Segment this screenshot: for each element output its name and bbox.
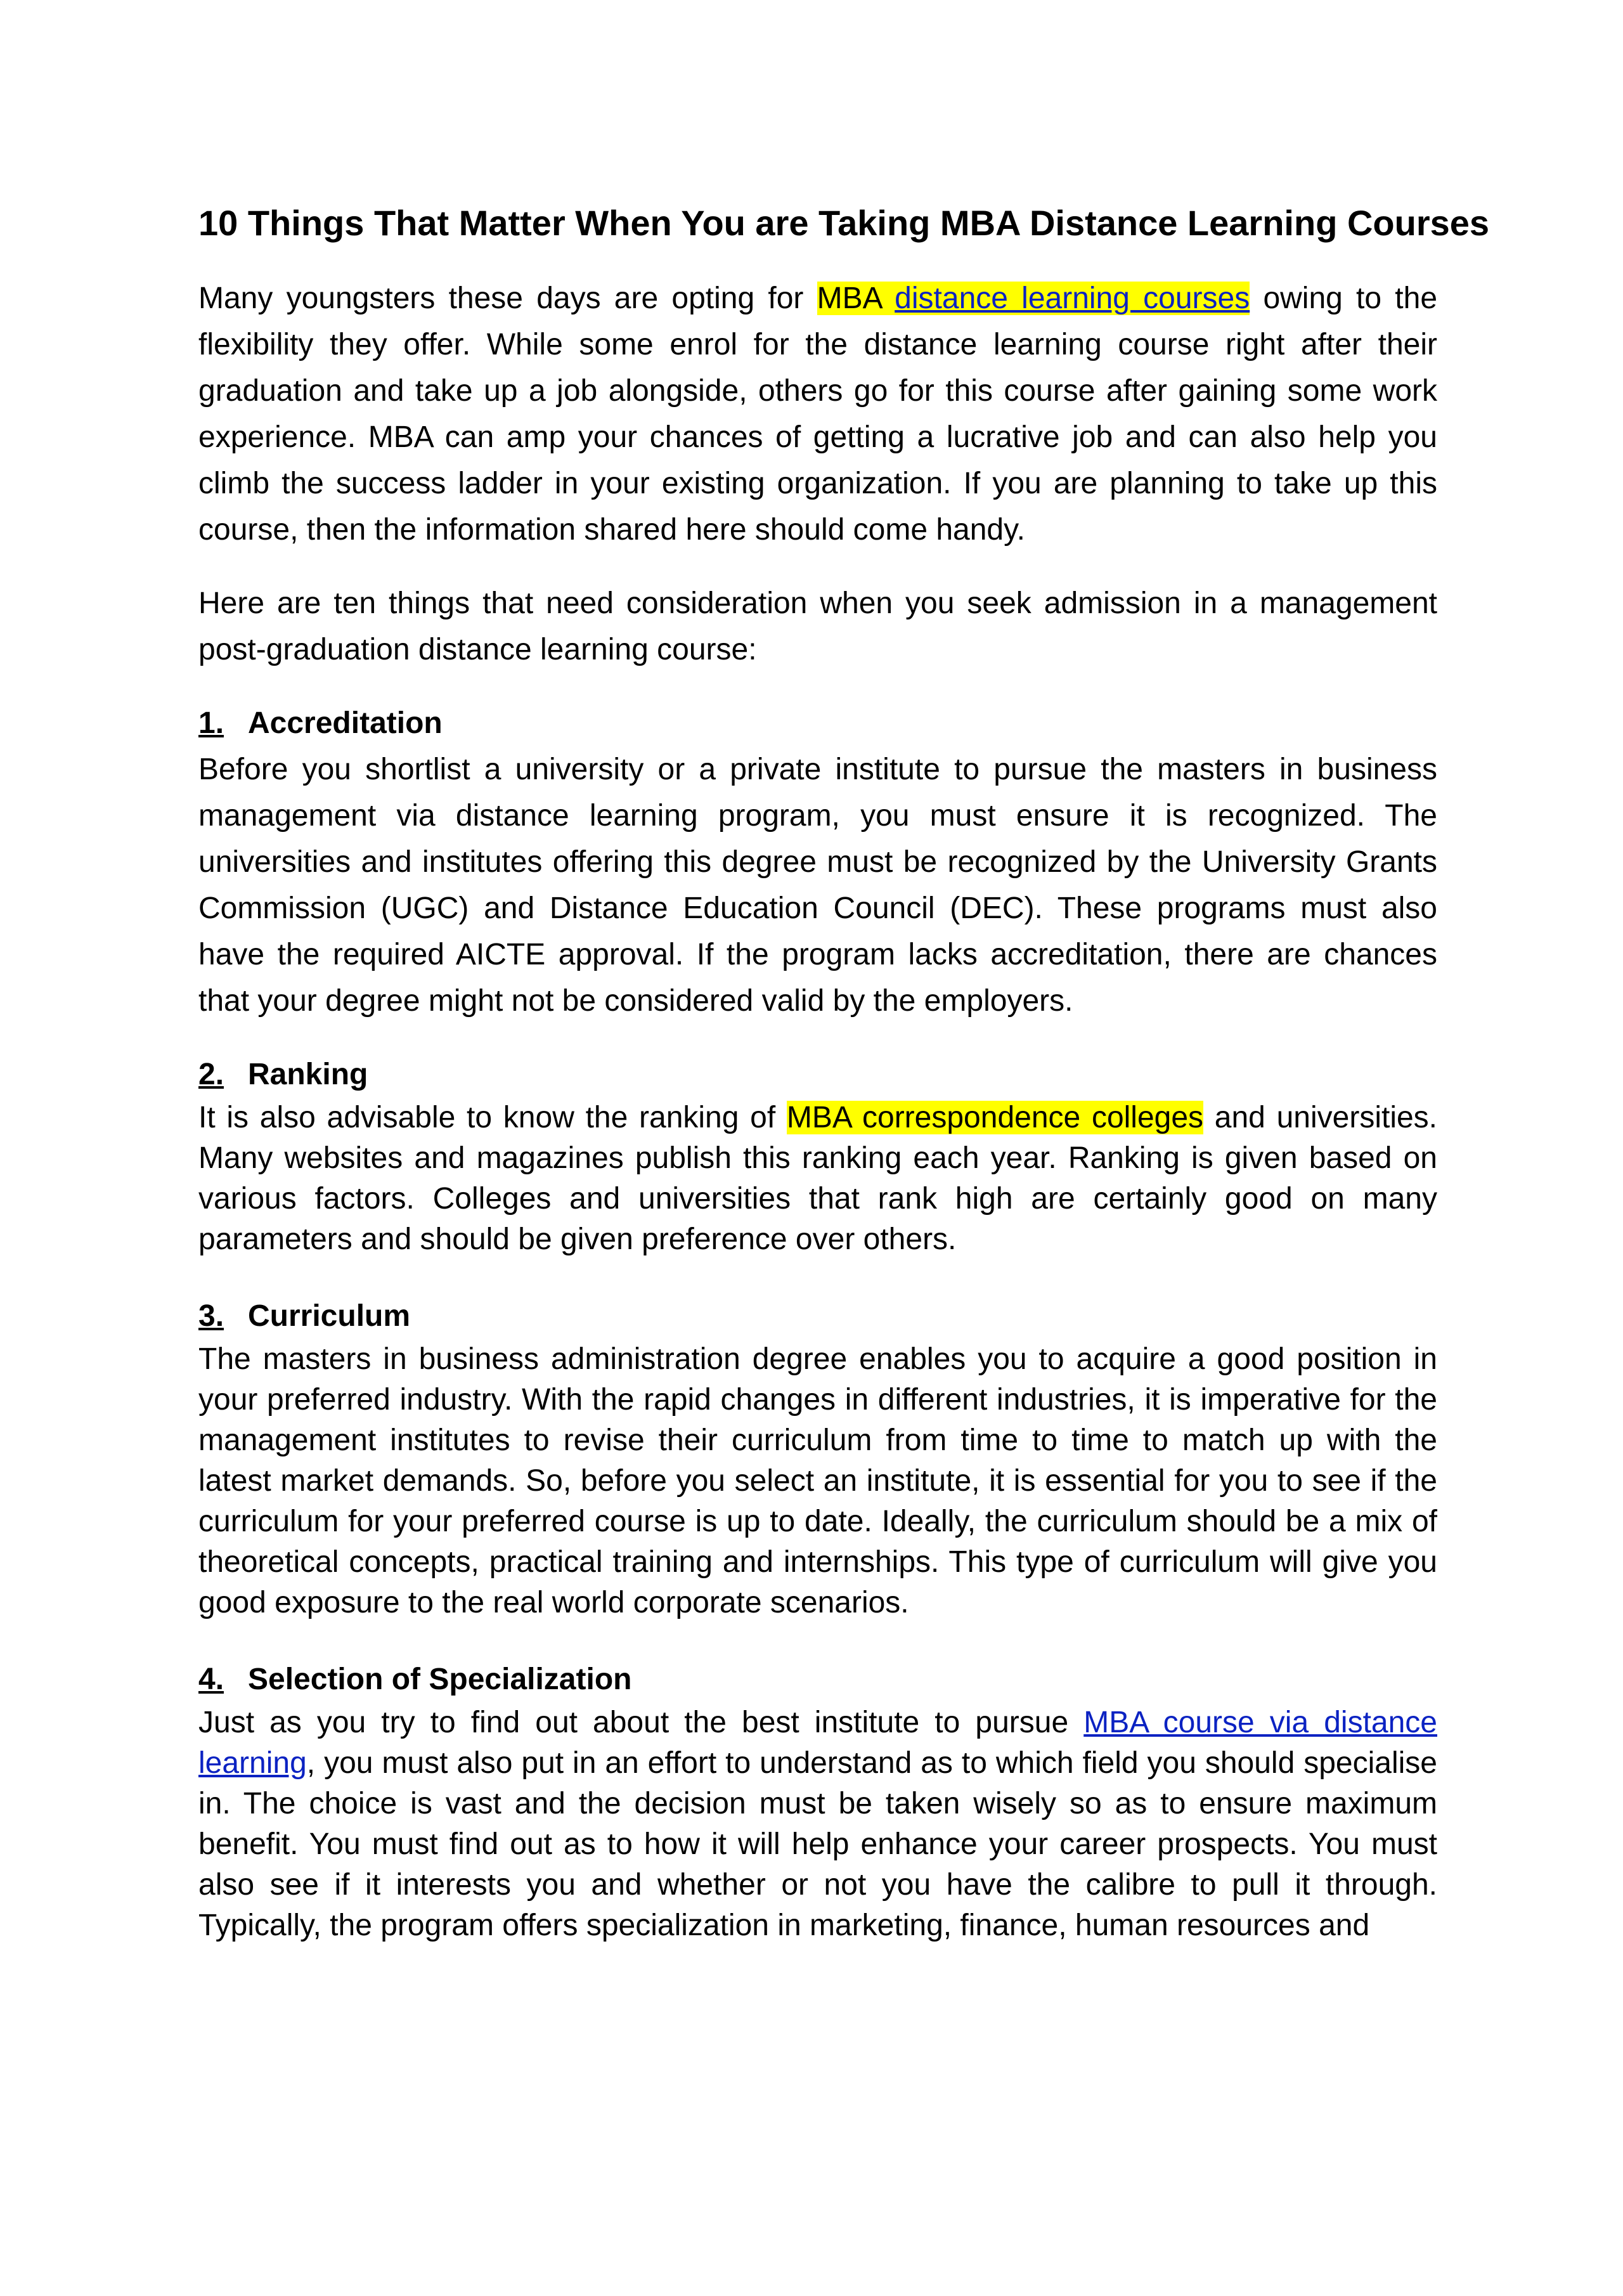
section-number: 3. <box>198 1299 224 1333</box>
ranking-highlight: MBA correspondence colleges <box>786 1101 1204 1134</box>
section-title: Selection of Specialization <box>248 1663 632 1696</box>
section-title: Ranking <box>248 1058 368 1091</box>
section-body-ranking <box>198 1098 1437 1260</box>
specialization-text-before: Just as you try to find out about the best institute to pursue <box>198 1706 1084 1739</box>
section-title: Curriculum <box>248 1299 411 1333</box>
intro-highlight <box>817 282 1250 315</box>
section-body-accreditation: Before you shortlist a university or a private institute to pursue the masters in business management via distance learning program, you must ensure it is recognized. The universities and institutes offering this degree must be recognized by the University Grants Commission (UGC) and Distance Education Council (DEC). These programs must also have the required AICTE approval. If the program lacks accreditation, there are chances that your degree might not be considered valid by the employers. <box>198 753 1437 1018</box>
intro-text-after: owing to the flexibility they offer. While some enrol for the distance learning course right after their graduation and take up a job alongside, others go for this course after gaining some work experience. MBA can amp your chances of getting a lucrative job and can also help you climb the success ladder in your existing organization. If you are planning to take up this course, then the information shared here should come handy. <box>198 282 1438 547</box>
section-number: 1. <box>198 706 224 740</box>
section-heading-curriculum <box>198 1293 1437 1339</box>
section-number: 4. <box>198 1663 224 1696</box>
section-heading-accreditation <box>198 700 1437 746</box>
ranking-text-after: and universities. Many websites and magazines publish this ranking each year. Ranking is given based on various factors. Colleges and universities that rank high are certainly good on many parameters and should be given preference over others. <box>198 1101 1438 1256</box>
mba-course-via-distance-learning-link[interactable]: MBA course via distance learning <box>198 1706 1437 1780</box>
section-body-curriculum: The masters in business administration degree enables you to acquire a good position in your preferred industry. With the rapid changes in different industries, it is imperative for the management institutes to revise their curriculum from time to time to match up with the latest market demands. So, before you select an institute, it is essential for you to see if the curriculum for your preferred course is up to date. Ideally, the curriculum should be a mix of theoretical concepts, practical training and internships. This type of curriculum will give you good exposure to the real world corporate scenarios. <box>198 1342 1437 1619</box>
distance-learning-courses-link[interactable]: distance learning courses <box>895 282 1250 315</box>
section-body-specialization <box>198 1703 1437 1946</box>
ranking-text-before: It is also advisable to know the ranking of <box>198 1101 787 1134</box>
document-content <box>198 198 1490 1946</box>
specialization-text-after: , you must also put in an effort to understand as to which field you should specialise in. The choice is vast and the decision must be taken wisely so as to ensure maximum benefit. You must find out as to how it will help enhance your career prospects. You must also see if it interests you and whether or not you have the calibre to pull it through. Typically, the program offers specialization in marketing, finance, human resources and <box>198 1746 1437 1942</box>
section-heading-specialization <box>198 1656 1437 1703</box>
section-heading-ranking <box>198 1051 1437 1098</box>
intro-paragraph <box>198 275 1437 553</box>
intro-highlight-plain: MBA <box>817 282 895 315</box>
section-title: Accreditation <box>248 706 443 740</box>
document-title: 10 Things That Matter When You are Taking MBA Distance Learning Courses <box>198 203 1490 243</box>
lead-paragraph: Here are ten things that need consideration when you seek admission in a management post-graduation distance learning course: <box>198 587 1437 666</box>
section-number: 2. <box>198 1058 224 1091</box>
intro-text-before: Many youngsters these days are opting for <box>198 282 817 315</box>
